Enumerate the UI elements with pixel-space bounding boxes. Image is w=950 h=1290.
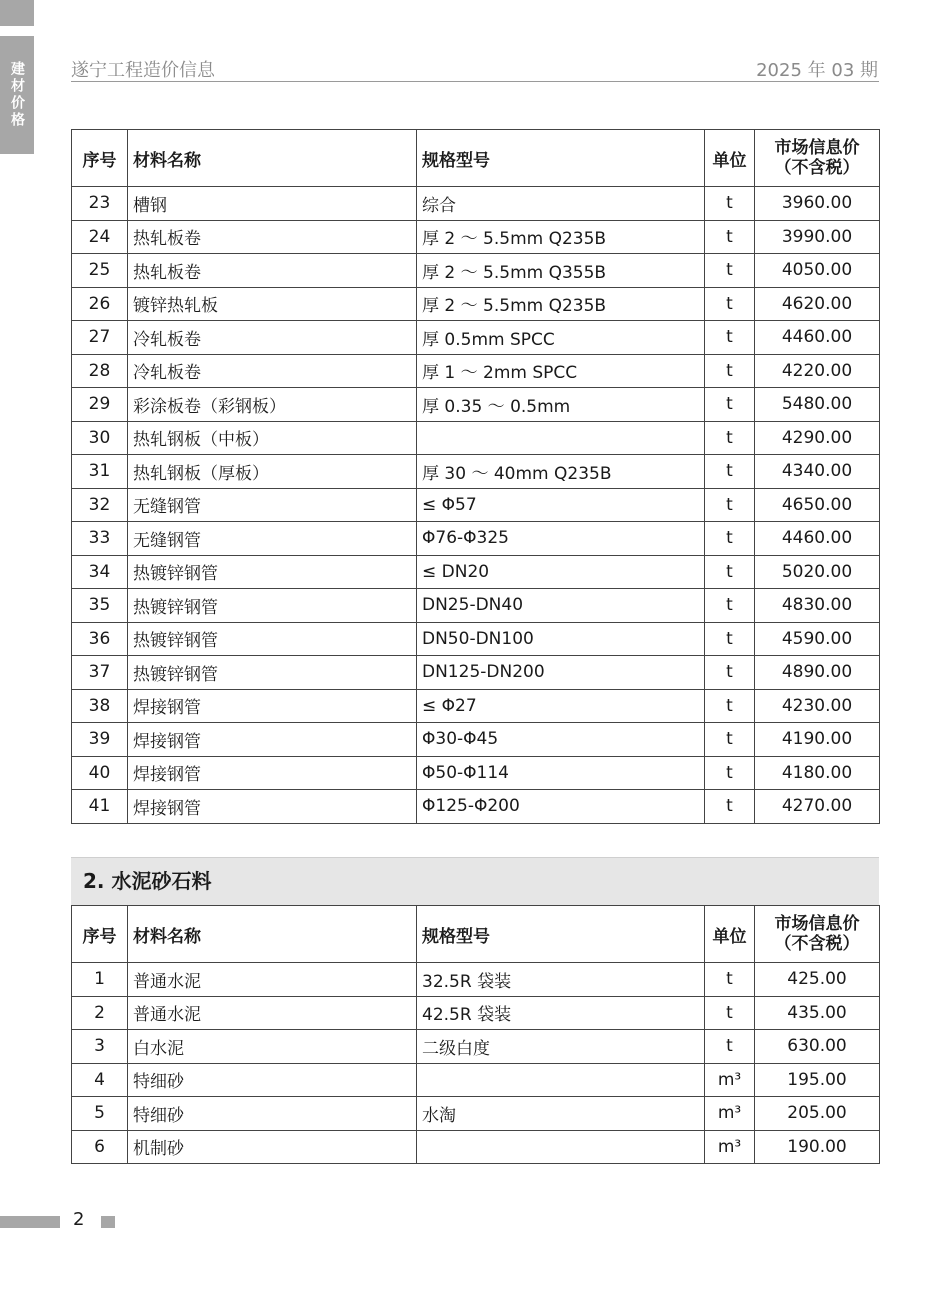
cell-spec: 厚 30 ～ 40mm Q235B	[417, 455, 705, 489]
cell-spec: Φ30-Φ45	[417, 723, 705, 757]
cell-unit: t	[705, 555, 755, 589]
cell-name: 冷轧板卷	[128, 321, 417, 355]
cell-index: 2	[72, 996, 128, 1030]
cell-index: 34	[72, 555, 128, 589]
col-price-line2: （不含税）	[774, 158, 860, 178]
table-row	[72, 1130, 880, 1164]
cell-name: 普通水泥	[128, 996, 417, 1030]
cell-price: 205.00	[755, 1097, 880, 1131]
cell-price: 4620.00	[755, 287, 880, 321]
cell-index: 35	[72, 589, 128, 623]
cell-index: 5	[72, 1097, 128, 1131]
cell-name: 镀锌热轧板	[128, 287, 417, 321]
cell-index: 6	[72, 1130, 128, 1164]
cell-name: 槽钢	[128, 187, 417, 221]
cell-unit: t	[705, 689, 755, 723]
col-index: 序号	[72, 906, 128, 963]
table-row	[72, 287, 880, 321]
cell-name: 焊接钢管	[128, 689, 417, 723]
cell-price: 4460.00	[755, 321, 880, 355]
side-bar-top	[0, 0, 34, 26]
cell-index: 1	[72, 963, 128, 997]
cell-price: 190.00	[755, 1130, 880, 1164]
cell-unit: t	[705, 522, 755, 556]
col-spec: 规格型号	[417, 130, 705, 187]
cell-index: 4	[72, 1063, 128, 1097]
cell-unit: t	[705, 723, 755, 757]
cell-price: 3960.00	[755, 187, 880, 221]
cell-index: 32	[72, 488, 128, 522]
cell-spec	[417, 421, 705, 455]
cell-unit: t	[705, 622, 755, 656]
cell-price: 4590.00	[755, 622, 880, 656]
cell-spec: 厚 2 ～ 5.5mm Q235B	[417, 220, 705, 254]
table-row	[72, 1097, 880, 1131]
cell-name: 机制砂	[128, 1130, 417, 1164]
steel-price-table	[71, 129, 880, 824]
table-row	[72, 187, 880, 221]
cell-price: 4180.00	[755, 756, 880, 790]
table-row	[72, 254, 880, 288]
cell-index: 28	[72, 354, 128, 388]
col-index: 序号	[72, 130, 128, 187]
cement-price-table	[71, 905, 880, 1164]
table-row	[72, 963, 880, 997]
col-unit: 单位	[705, 906, 755, 963]
table-row	[72, 455, 880, 489]
cell-name: 无缝钢管	[128, 488, 417, 522]
cell-price: 4460.00	[755, 522, 880, 556]
cell-price: 4290.00	[755, 421, 880, 455]
col-name: 材料名称	[128, 906, 417, 963]
cell-name: 热镀锌钢管	[128, 622, 417, 656]
cell-index: 23	[72, 187, 128, 221]
cell-unit: t	[705, 589, 755, 623]
table-header-row	[72, 906, 880, 963]
cell-unit: t	[705, 220, 755, 254]
cell-price: 3990.00	[755, 220, 880, 254]
cell-name: 无缝钢管	[128, 522, 417, 556]
table-row	[72, 388, 880, 422]
cell-price: 425.00	[755, 963, 880, 997]
table-row	[72, 220, 880, 254]
col-price-line1: 市场信息价	[774, 138, 860, 158]
cell-price: 5480.00	[755, 388, 880, 422]
cell-spec: Φ50-Φ114	[417, 756, 705, 790]
cell-price: 4050.00	[755, 254, 880, 288]
cell-price: 4890.00	[755, 656, 880, 690]
cell-spec: 42.5R 袋装	[417, 996, 705, 1030]
cell-spec: 综合	[417, 187, 705, 221]
cell-index: 41	[72, 790, 128, 824]
table-row	[72, 1063, 880, 1097]
cell-index: 25	[72, 254, 128, 288]
cell-unit: t	[705, 656, 755, 690]
col-price	[755, 906, 880, 963]
cell-unit: t	[705, 354, 755, 388]
cell-index: 30	[72, 421, 128, 455]
cell-name: 热镀锌钢管	[128, 656, 417, 690]
table-row	[72, 488, 880, 522]
table-row	[72, 321, 880, 355]
cell-unit: t	[705, 455, 755, 489]
cell-price: 195.00	[755, 1063, 880, 1097]
col-price	[755, 130, 880, 187]
table-row	[72, 622, 880, 656]
cell-spec: Φ76-Φ325	[417, 522, 705, 556]
cell-spec: 二级白度	[417, 1030, 705, 1064]
page-number: 2	[73, 1209, 85, 1230]
cell-price: 435.00	[755, 996, 880, 1030]
cell-price: 630.00	[755, 1030, 880, 1064]
cell-spec	[417, 1063, 705, 1097]
cell-name: 热轧板卷	[128, 254, 417, 288]
publication-title: 遂宁工程造价信息	[71, 60, 215, 81]
cell-spec: DN125-DN200	[417, 656, 705, 690]
table-row	[72, 656, 880, 690]
cell-unit: t	[705, 1030, 755, 1064]
table-row	[72, 996, 880, 1030]
table-header-row	[72, 130, 880, 187]
cell-price: 4190.00	[755, 723, 880, 757]
cell-spec: Φ125-Φ200	[417, 790, 705, 824]
cell-index: 39	[72, 723, 128, 757]
cell-price: 4830.00	[755, 589, 880, 623]
cell-spec: 厚 2 ～ 5.5mm Q235B	[417, 287, 705, 321]
cell-name: 白水泥	[128, 1030, 417, 1064]
cell-name: 焊接钢管	[128, 790, 417, 824]
table-row	[72, 354, 880, 388]
table-row	[72, 522, 880, 556]
table-row	[72, 1030, 880, 1064]
col-price-line1: 市场信息价	[774, 914, 860, 934]
issue-label: 2025 年 03 期	[756, 60, 878, 81]
cell-index: 33	[72, 522, 128, 556]
cell-index: 29	[72, 388, 128, 422]
cell-index: 37	[72, 656, 128, 690]
cell-unit: t	[705, 963, 755, 997]
cell-name: 特细砂	[128, 1097, 417, 1131]
cell-unit: m³	[705, 1130, 755, 1164]
cell-price: 5020.00	[755, 555, 880, 589]
cell-index: 27	[72, 321, 128, 355]
cell-unit: t	[705, 287, 755, 321]
cell-name: 特细砂	[128, 1063, 417, 1097]
cell-unit: t	[705, 996, 755, 1030]
cell-spec: ≤ DN20	[417, 555, 705, 589]
cell-name: 热轧钢板（厚板）	[128, 455, 417, 489]
cell-name: 热轧板卷	[128, 220, 417, 254]
cell-name: 焊接钢管	[128, 723, 417, 757]
cell-spec: 水淘	[417, 1097, 705, 1131]
cell-unit: t	[705, 187, 755, 221]
cell-index: 3	[72, 1030, 128, 1064]
cell-unit: t	[705, 421, 755, 455]
cell-name: 冷轧板卷	[128, 354, 417, 388]
cell-unit: t	[705, 488, 755, 522]
cell-unit: m³	[705, 1097, 755, 1131]
cell-index: 31	[72, 455, 128, 489]
col-name: 材料名称	[128, 130, 417, 187]
cell-price: 4650.00	[755, 488, 880, 522]
cell-name: 热轧钢板（中板）	[128, 421, 417, 455]
cell-name: 彩涂板卷（彩钢板）	[128, 388, 417, 422]
cell-unit: m³	[705, 1063, 755, 1097]
cell-unit: t	[705, 321, 755, 355]
table-row	[72, 589, 880, 623]
cell-spec: 厚 2 ～ 5.5mm Q355B	[417, 254, 705, 288]
cell-spec: ≤ Φ27	[417, 689, 705, 723]
cell-price: 4220.00	[755, 354, 880, 388]
cell-price: 4230.00	[755, 689, 880, 723]
cell-unit: t	[705, 756, 755, 790]
table-row	[72, 689, 880, 723]
table-row	[72, 756, 880, 790]
cell-index: 38	[72, 689, 128, 723]
cell-spec: ≤ Φ57	[417, 488, 705, 522]
col-spec: 规格型号	[417, 906, 705, 963]
cell-index: 24	[72, 220, 128, 254]
cell-name: 焊接钢管	[128, 756, 417, 790]
col-unit: 单位	[705, 130, 755, 187]
cell-index: 40	[72, 756, 128, 790]
cell-spec: DN25-DN40	[417, 589, 705, 623]
cell-spec: 厚 0.5mm SPCC	[417, 321, 705, 355]
cell-spec: 厚 0.35 ～ 0.5mm	[417, 388, 705, 422]
cell-name: 普通水泥	[128, 963, 417, 997]
cell-unit: t	[705, 790, 755, 824]
header-divider	[71, 81, 879, 82]
cell-price: 4270.00	[755, 790, 880, 824]
cell-spec: DN50-DN100	[417, 622, 705, 656]
cell-spec: 厚 1 ～ 2mm SPCC	[417, 354, 705, 388]
cell-name: 热镀锌钢管	[128, 555, 417, 589]
cell-price: 4340.00	[755, 455, 880, 489]
cell-name: 热镀锌钢管	[128, 589, 417, 623]
section-title: 2. 水泥砂石料	[71, 857, 879, 905]
footer-bar	[0, 1216, 60, 1228]
cell-index: 36	[72, 622, 128, 656]
table-row	[72, 555, 880, 589]
side-tab-label: 建材价格	[0, 36, 34, 154]
table-row	[72, 723, 880, 757]
table-row	[72, 421, 880, 455]
cell-spec	[417, 1130, 705, 1164]
col-price-line2: （不含税）	[774, 934, 860, 954]
footer-square	[101, 1216, 115, 1228]
cell-unit: t	[705, 388, 755, 422]
cell-spec: 32.5R 袋装	[417, 963, 705, 997]
cell-index: 26	[72, 287, 128, 321]
table-row	[72, 790, 880, 824]
cell-unit: t	[705, 254, 755, 288]
